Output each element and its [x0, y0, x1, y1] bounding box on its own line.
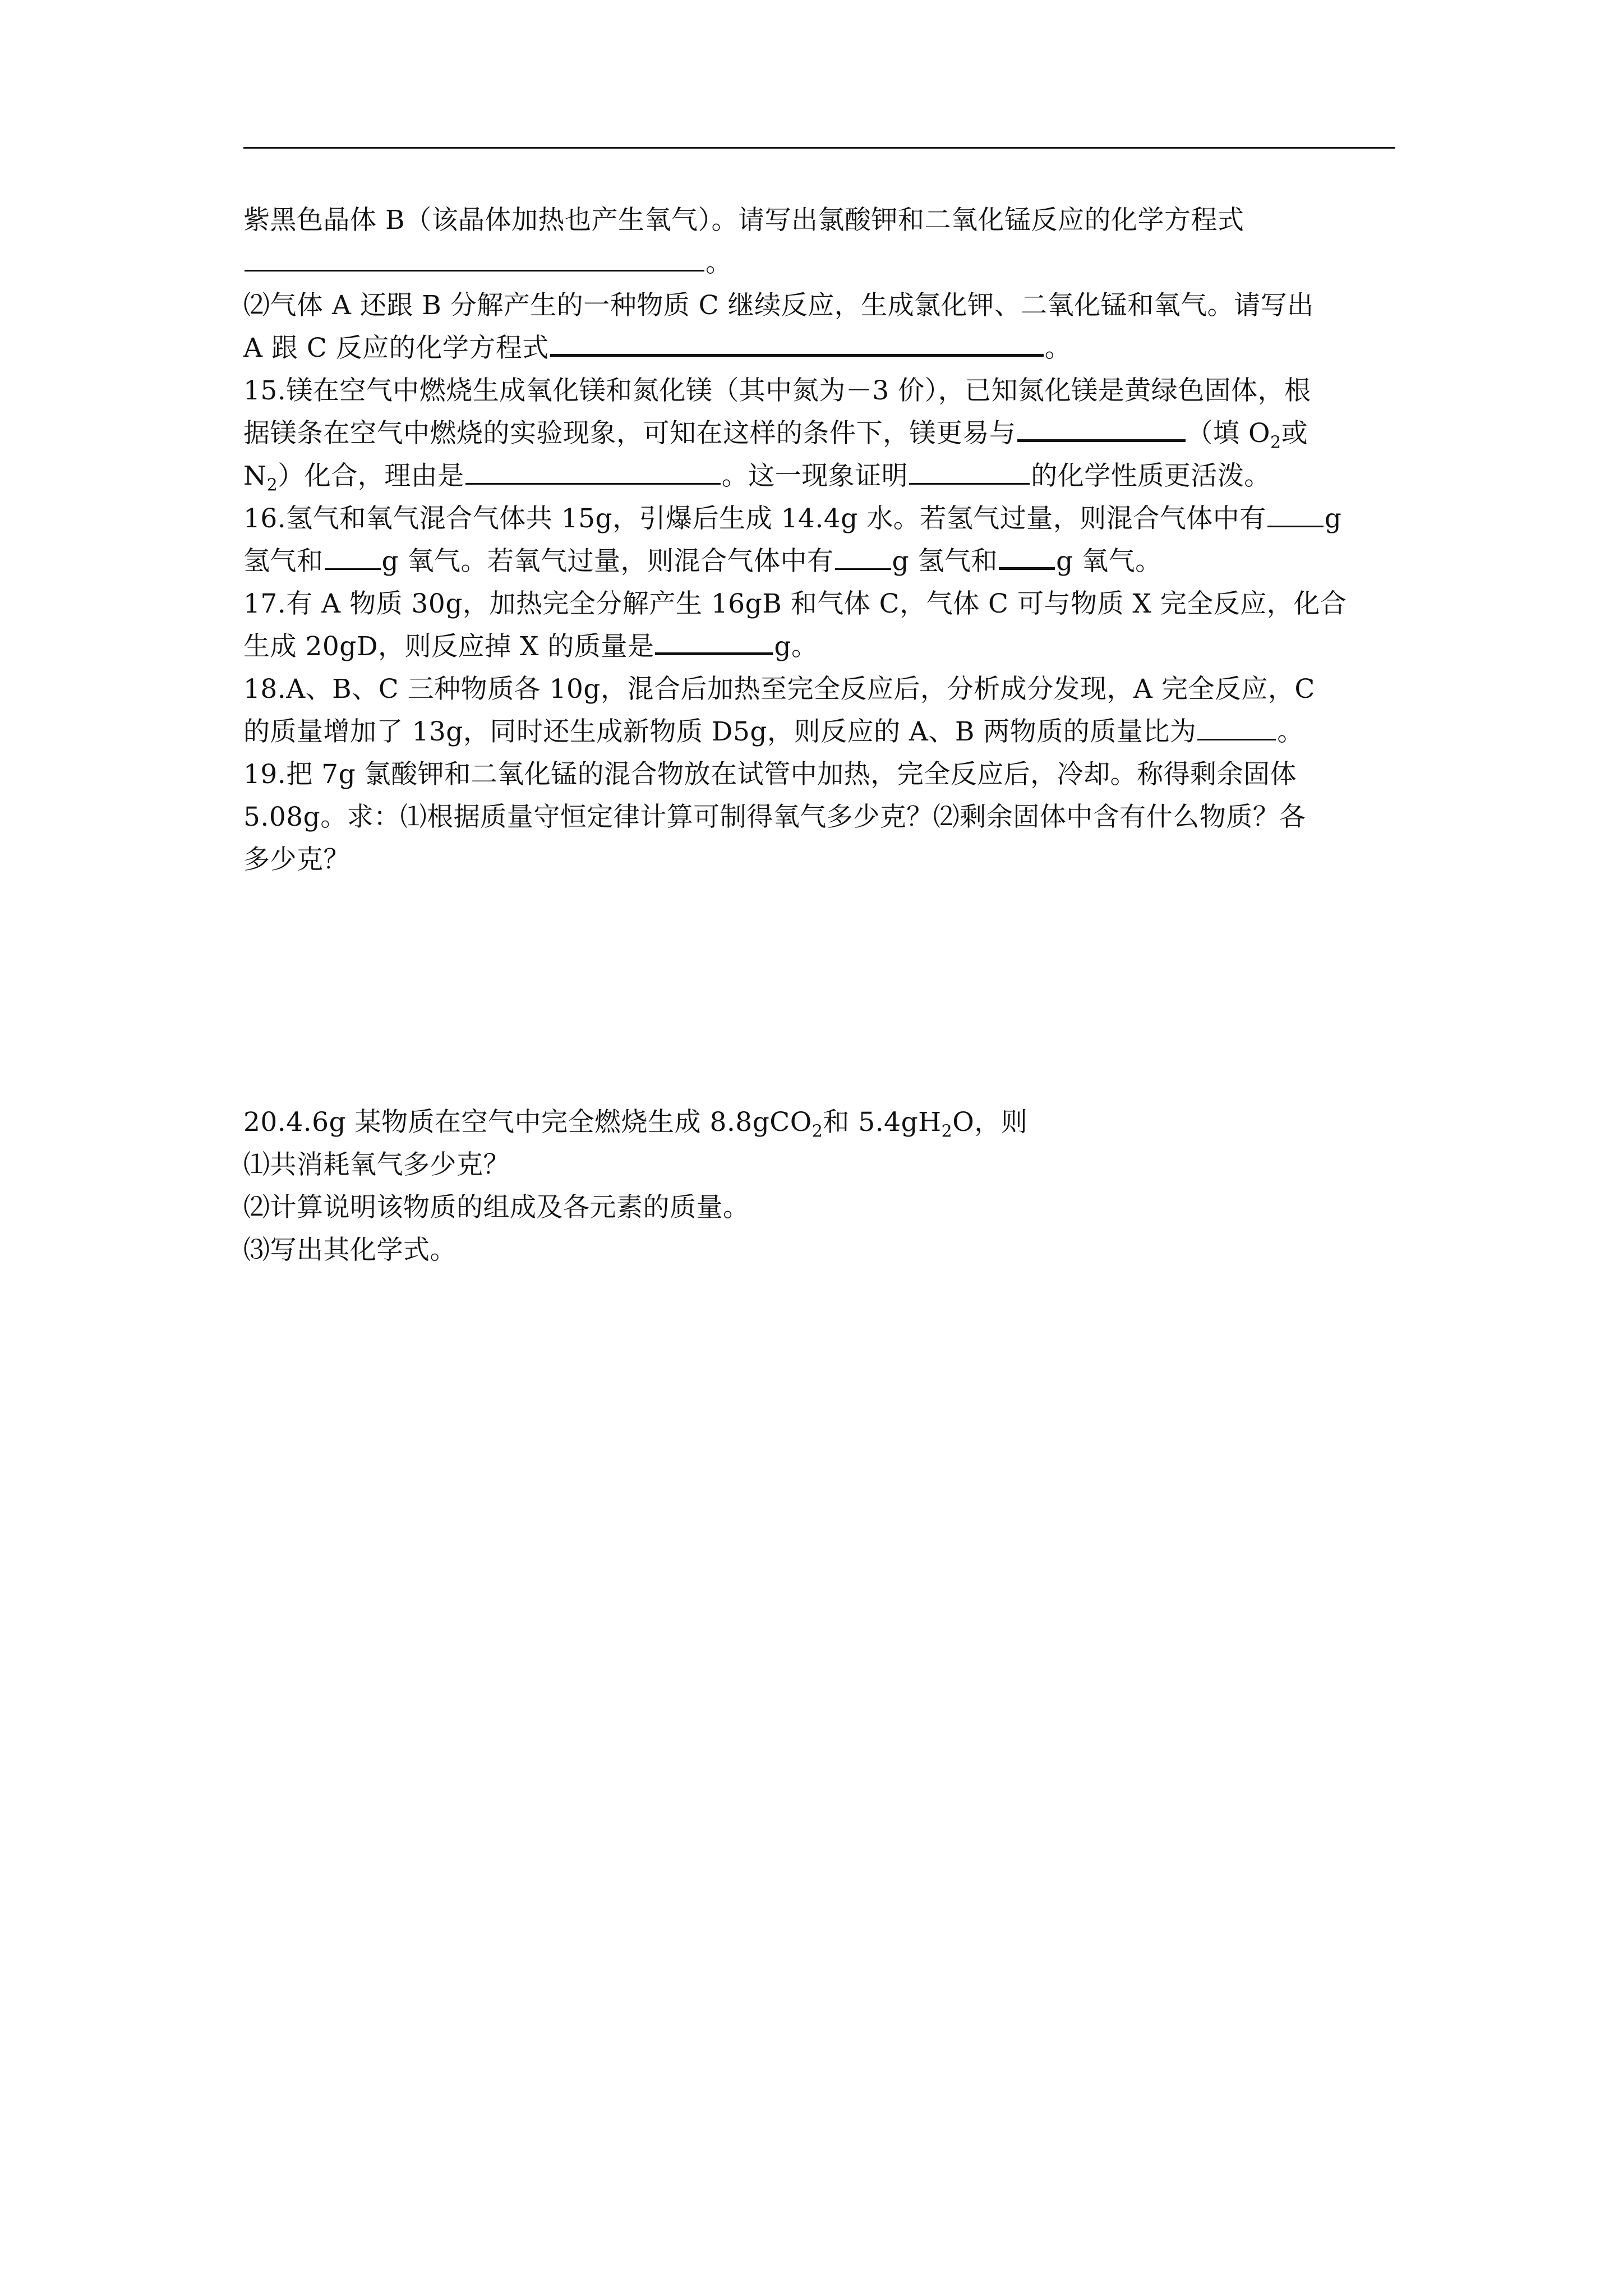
q17-line-2: 生成 20gD，则反应掉 X 的质量是 g。 [243, 625, 1399, 668]
q20-part2: ⑵计算说明该物质的组成及各元素的质量。 [243, 1192, 750, 1223]
q14-part2-line-1: ⑵气体 A 还跟 B 分解产生的一种物质 C 继续反应，生成氯化钾、二氧化锰和氧气。请写出 [243, 290, 1314, 321]
q15-line-1: 15.镁在空气中燃烧生成氧化镁和氮化镁（其中氮为－3 价），已知氮化镁是黄绿色固体，根 [243, 375, 1311, 406]
q20-part3: ⑶写出其化学式。 [243, 1235, 457, 1266]
q19-line-2: 5.08g。求：⑴根据质量守恒定律计算可制得氧气多少克？⑵剩余固体中含有什么物质？各 [243, 802, 1306, 832]
q16-line-2: 氢气和 g 氧气。若氧气过量，则混合气体中有 g 氢气和 g 氧气。 [243, 540, 1399, 583]
q14-text-line-1: 紫黑色晶体 B（该晶体加热也产生氧气）。请写出氯酸钾和二氧化锰反应的化学方程式 [243, 205, 1244, 236]
worksheet-content [243, 199, 1399, 1272]
answer-blank[interactable] [550, 327, 1044, 357]
q20-line-1: 20.4.6g 某物质在空气中完全燃烧生成 8.8gCO$_2$和 $5.4gH_2O$，则 [243, 1107, 1028, 1142]
answer-blank[interactable] [245, 243, 704, 272]
q15-line-3: $N_2$）化合，理由是 。这一现象证明 的化学性质更活泼。 [243, 455, 1399, 498]
q14-part2-line-2: A 跟 C 反应的化学方程式 。 [243, 327, 1399, 370]
answer-blank[interactable] [909, 456, 1030, 485]
q20-part1: ⑴共消耗氧气多少克？ [243, 1149, 510, 1180]
q18-line-2: 的质量增加了 13g，同时还生成新物质 D5g，则反应的 A、B 两物质的质量比为 。 [243, 711, 1399, 753]
q19-line-3: 多少克？ [243, 844, 350, 875]
q17-line-1: 17.有 A 物质 30g，加热完全分解产生 16gB 和气体 C，气体 C 可与物质 X 完全反应，化合 [243, 588, 1347, 619]
answer-blank[interactable] [465, 456, 721, 485]
q15-line-2: 据镁条在空气中燃烧的实验现象，可知在这样的条件下，镁更易与 （填 $O_2$或 [243, 412, 1399, 455]
q18-line-1: 18.A、B、C 三种物质各 10g，混合后加热至完全反应后，分析成分发现，A 完全反应，C [243, 674, 1315, 705]
answer-blank[interactable] [1197, 712, 1276, 740]
answer-blank[interactable] [835, 541, 891, 570]
answer-blank[interactable] [1267, 499, 1324, 527]
answer-blank[interactable] [325, 541, 381, 570]
q16-line-1: 16.氢气和氧气混合气体共 15g，引爆后生成 14.4g 水。若氢气过量，则混合气体中有 g [243, 498, 1399, 540]
q14-answer-line-1: 。 [243, 242, 1399, 284]
answer-blank[interactable] [655, 625, 773, 655]
q19-line-1: 19.把 7g 氯酸钾和二氧化锰的混合物放在试管中加热，完全反应后，冷却。称得剩余固体 [243, 759, 1297, 790]
header-rule [243, 147, 1395, 149]
answer-blank[interactable] [999, 540, 1055, 570]
answer-space [243, 881, 1399, 1101]
answer-blank[interactable] [1017, 412, 1186, 442]
